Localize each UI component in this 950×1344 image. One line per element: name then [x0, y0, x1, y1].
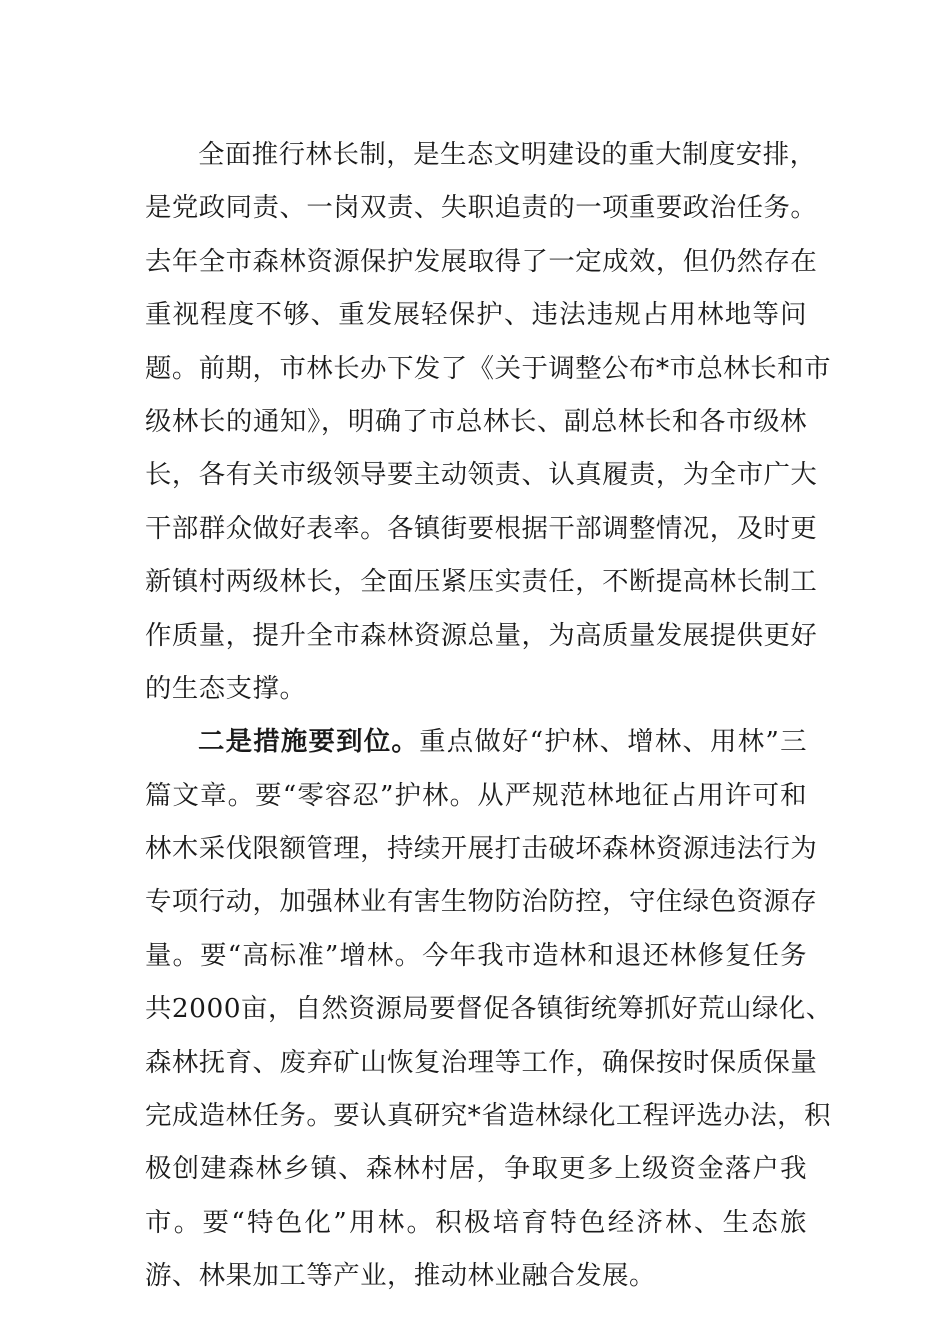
- paragraph-line: 级林长的通知》，明确了市总林长、副总林长和各市级林: [145, 405, 807, 437]
- paragraph-line: 新镇村两级林长，全面压紧压实责任，不断提高林长制工: [145, 566, 818, 598]
- paragraph-first-line: [145, 715, 807, 768]
- paragraph-line: 是党政同责、一岗双责、失职追责的一项重要政治任务。: [145, 192, 818, 224]
- paragraph-line: 市。要“特色化”用林。积极培育特色经济林、生态旅: [145, 1206, 807, 1238]
- paragraph-line: 去年全市森林资源保护发展取得了一定成效，但仍然存在: [145, 245, 818, 277]
- paragraph-line: 全面推行林长制，是生态文明建设的重大制度安排，: [198, 139, 817, 170]
- paragraph-line: 专项行动，加强林业有害生物防治防控，守住绿色资源存: [145, 886, 818, 918]
- paragraph-line-text: 重点做好“护林、增林、用林”三: [419, 726, 808, 758]
- paragraph-line: 长，各有关市级领导要主动领责、认真履责，为全市广大: [145, 459, 818, 491]
- paragraph-line: 共2000亩，自然资源局要督促各镇街统筹抓好荒山绿化、: [145, 993, 833, 1025]
- paragraph-line: 作质量，提升全市森林资源总量，为高质量发展提供更好: [145, 619, 818, 651]
- paragraph-line: 极创建森林乡镇、森林村居，争取更多上级资金落户我: [145, 1153, 807, 1185]
- paragraph-line: 干部群众做好表率。各镇街要根据干部调整情况，及时更: [145, 512, 818, 544]
- paragraph-line: 游、林果加工等产业，推动林业融合发展。: [145, 1260, 656, 1292]
- paragraph-line: 林木采伐限额管理，持续开展打击破坏森林资源违法行为: [145, 833, 818, 865]
- paragraph-line: 篇文章。要“零容忍”护林。从严规范林地征占用许可和: [145, 779, 807, 811]
- paragraph-measures: [145, 715, 833, 1302]
- document-body: [145, 128, 833, 1303]
- paragraph-line: 森林抚育、废弃矿山恢复治理等工作，确保按时保质保量: [145, 1046, 818, 1078]
- paragraph-line: 重视程度不够、重发展轻保护、违法违规占用林地等问: [145, 299, 807, 331]
- paragraph-forest-chief-system: [145, 128, 831, 715]
- paragraph-line: 完成造林任务。要认真研究*省造林绿化工程评选办法，积: [145, 1100, 831, 1132]
- paragraph-line: 的生态支撑。: [145, 672, 307, 704]
- paragraph-line: 题。前期，市林长办下发了《关于调整公布*市总林长和市: [145, 352, 831, 384]
- paragraph-line: 量。要“高标准”增林。今年我市造林和退还林修复任务: [145, 939, 807, 971]
- section-heading: 二是措施要到位。: [198, 726, 420, 758]
